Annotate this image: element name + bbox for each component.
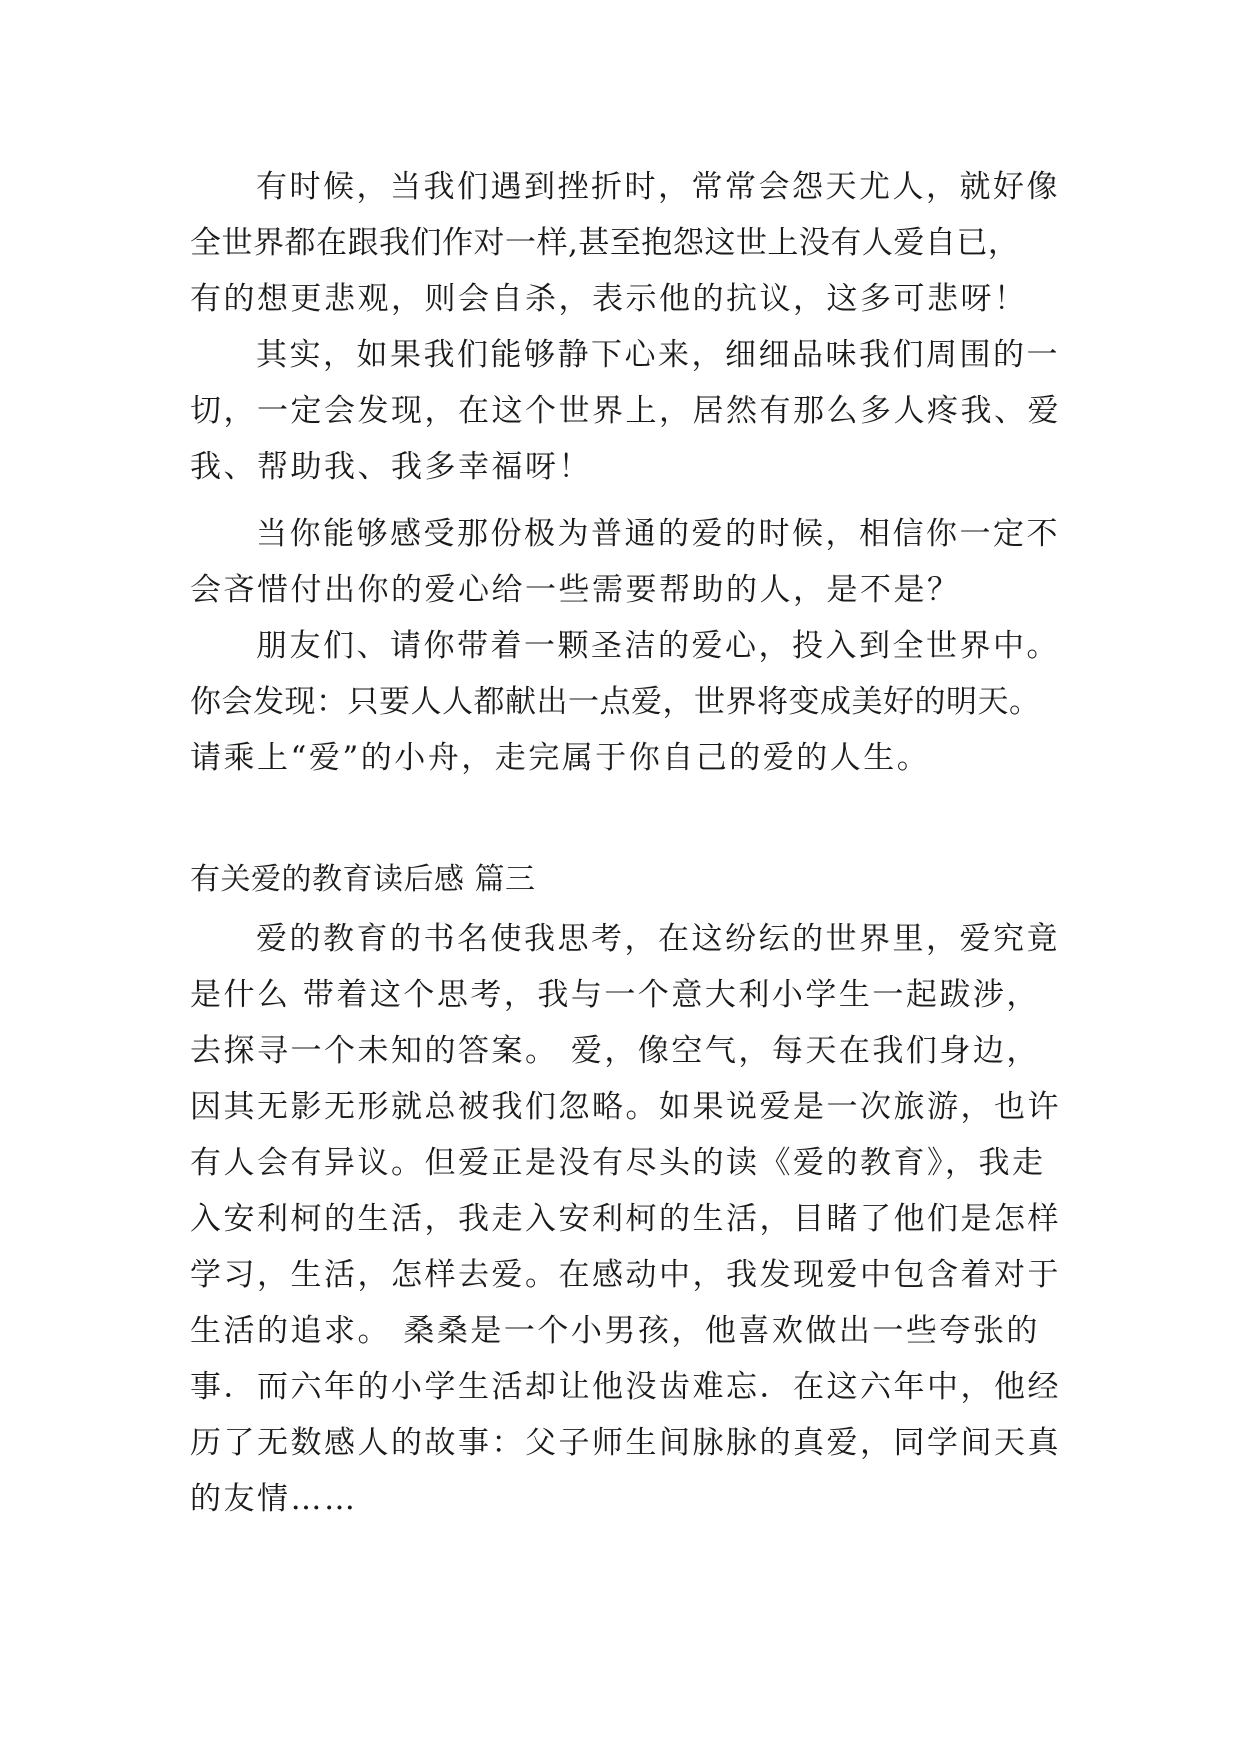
paragraph-line: 入安利柯的生活，我走入安利柯的生活，目睹了他们是怎样: [190, 1201, 1061, 1237]
paragraph-line: 全世界都在跟我们作对一样,甚至抱怨这世上没有人爱自已，: [190, 225, 1020, 261]
paragraph-line: 去探寻一个未知的答案。 爱，像空气，每天在我们身边，: [190, 1033, 1040, 1069]
paragraph-line: 会吝惜付出你的爱心给一些需要帮助的人，是不是？: [190, 572, 961, 608]
paragraph-line: 我、帮助我、我多幸福呀！: [190, 449, 592, 485]
paragraph-line: 是什么 带着这个思考，我与一个意大利小学生一起跋涉，: [190, 977, 1040, 1013]
section-title: 有关爱的教育读后感 篇三: [190, 862, 536, 897]
paragraph-line: 因其无影无形就总被我们忽略。如果说爱是一次旅游，也许: [190, 1089, 1061, 1125]
paragraph-line: 有人会有异议。但爱正是没有尽头的读《爱的教育》，我走: [190, 1145, 1046, 1181]
paragraph-line: 历了无数感人的故事：父子师生间脉脉的真爱，同学间天真: [190, 1425, 1061, 1461]
paragraph-line: 事．而六年的小学生活却让他没齿难忘．在这六年中，他经: [190, 1369, 1061, 1405]
paragraph-line: 有时候，当我们遇到挫折时，常常会怨天尤人，就好像: [256, 169, 1060, 205]
paragraph-line: 请乘上“爱”的小舟，走完属于你自己的爱的人生。: [190, 740, 931, 776]
paragraph-line: 你会发现：只要人人都献出一点爱，世界将变成美好的明天。: [190, 684, 1041, 720]
paragraph-line: 学习，生活，怎样去爱。在感动中，我发现爱中包含着对于: [190, 1257, 1061, 1293]
paragraph-line: 的友情……: [190, 1481, 358, 1517]
paragraph-line: 切，一定会发现，在这个世界上，居然有那么多人疼我、爱: [190, 393, 1061, 429]
paragraph-line: 爱的教育的书名使我思考，在这纷纭的世界里，爱究竟: [256, 921, 1060, 957]
paragraph-line: 其实，如果我们能够静下心来，细细品味我们周围的一: [256, 337, 1060, 373]
paragraph-line: 有的想更悲观，则会自杀，表示他的抗议，这多可悲呀！: [190, 281, 1028, 317]
paragraph-line: 当你能够感受那份极为普通的爱的时候，相信你一定不: [256, 516, 1060, 552]
paragraph-line: 朋友们、请你带着一颗圣洁的爱心，投入到全世界中。: [256, 628, 1060, 664]
paragraph-line: 生活的追求。 桑桑是一个小男孩，他喜欢做出一些夸张的: [190, 1313, 1040, 1349]
